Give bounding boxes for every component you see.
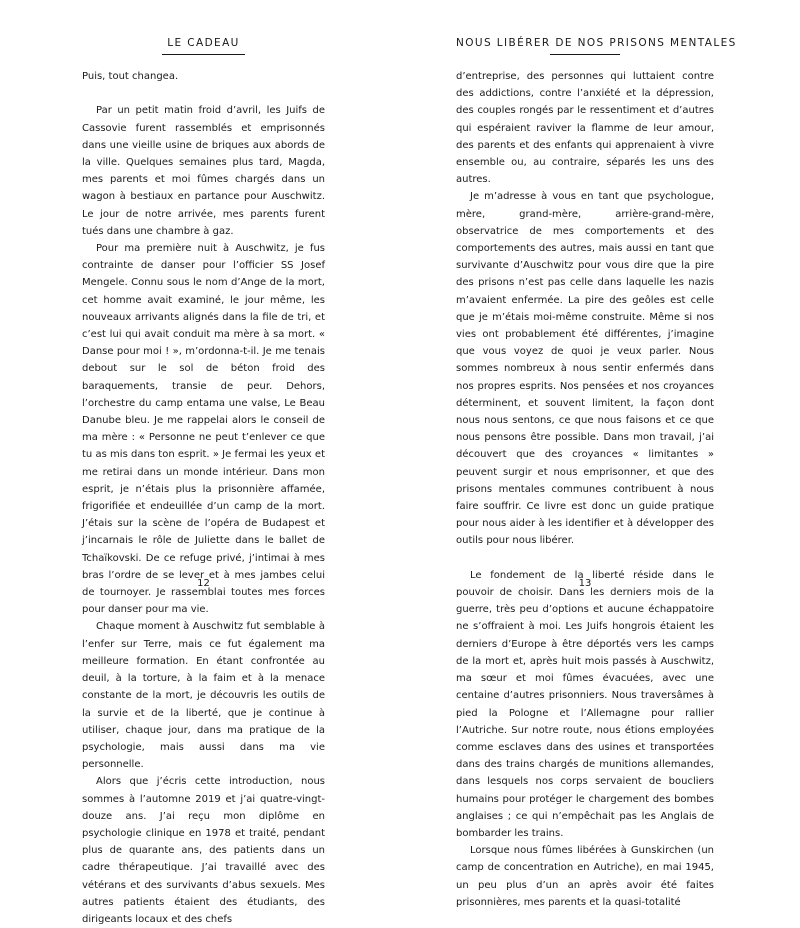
right-page — [400, 0, 800, 908]
header-rule — [550, 54, 620, 55]
paragraph: d’entreprise, des personnes qui luttaient contre des addictions, contre l’anxiété et la dépression, des couples rongés par le ressentiment et d’autres qui espéraient raviver la flamme de leur amour, des parents et des enfants qui apprenaient à vivre ensemble ou, au contraire, séparés les uns des autres. — [456, 71, 714, 186]
paragraph: Alors que j’écris cette introduction, nous sommes à l’automne 2019 et j’ai quatre-vingt-douze ans. J’ai reçu mon diplôme en psychologie clinique en 1978 et traité, pendant plus de quarante ans, des patients dans un cadre thérapeutique. J’ai travaillé avec des vétérans et des survivants d’abus sexuels. Mes autres patients étaient des étudiants, des dirigeants locaux et des chefs — [82, 776, 325, 925]
paragraph: Lorsque nous fûmes libérées à Gunskirchen (un camp de concentration en Autriche), en mai 1945, un peu plus d’un an après avoir été faites prisonnières, mes parents et la quasi-totalité — [456, 845, 714, 908]
page-number: 13 — [578, 578, 592, 589]
paragraph: Puis, tout changea. — [82, 71, 179, 82]
paragraph: Le fondement de la liberté réside dans le pouvoir de choisir. Dans les derniers mois de la guerre, très peu d’options et aucune échappatoire ne s’offraient à moi. Les Juifs hongrois étaient les derniers d’Europe à être déportés vers les camps de la mort et, après huit mois passés à Auschwitz, ma sœur et moi fûmes évacuées, avec une centaine d’autres prisonniers. Nous traversâmes à pied la Pologne et l’Allemagne pour rallier l’Autriche. Sur notre route, nous étions employées comme esclaves dans des usines et transportées dans des trains chargés de munitions allemandes, dans lesquels nos corps servaient de boucliers humains pour protéger le chargement des bombes anglaises ; ce qui n’empêchait pas les Anglais de bombarder les trains. — [456, 569, 714, 839]
page-body — [82, 68, 325, 928]
paragraph: Chaque moment à Auschwitz fut semblable à l’enfer sur Terre, mais ce fut également ma meilleure formation. En étant confrontée au deuil, à la torture, à la faim et à la menace constante de la mort, je découvris les outils de la survie et de la liberté, que je continue à utiliser, chaque jour, dans ma pratique de la psychologie, mais aussi dans ma vie personnelle. — [82, 621, 325, 771]
header-rule — [162, 54, 245, 55]
paragraph: Je m’adresse à vous en tant que psychologue, mère, grand-mère, arrière-grand-mère, observatrice de mes comportements et des comportements des autres, mais aussi en tant que survivante d’Auschwitz pour vous dire que la pire des prisons n’est pas celle dans laquelle les nazis m’avaient enfermée. La pire des geôles est celle que je m’étais moi-même construite. Même si nos vies ont probablement été différentes, j’imagine que vous voyez de quoi je veux parler. Nous sommes nombreux à nous sentir enfermés dans nos propres esprits. Nos pensées et nos croyances déterminent, et souvent limitent, la façon dont nous nous sentons, ce que nous faisons et ce que nous pensons être possible. Dans mon travail, j’ai découvert que des croyances « limitantes » peuvent surgir et nous emprisonner, et que des prisons mentales communes contribuent à nous faire souffrir. Ce livre est donc un guide pratique pour nous aider à les identifier et à développer des outils pour nous libérer. — [456, 191, 714, 547]
running-head: NOUS LIBÉRER DE NOS PRISONS MENTALES — [456, 37, 737, 49]
paragraph: Par un petit matin froid d’avril, les Juifs de Cassovie furent rassemblés et emprisonnés dans une vieille usine de briques aux abords de la ville. Quelques semaines plus tard, Magda, mes parents et moi fûmes chargés dans un wagon à bestiaux en partance pour Auschwitz. Le jour de notre arrivée, mes parents furent tués dans une chambre à gaz. — [82, 105, 325, 237]
left-page — [0, 0, 400, 925]
paragraph: Pour ma première nuit à Auschwitz, je fus contrainte de danser pour l’officier SS Josef Mengele. Connu sous le nom d’Ange de la mort, cet homme avait examiné, le jour même, les nouveaux arrivants alignés dans la file de tri, et c’est lui qui avait conduit ma mère à sa mort. « Danse pour moi ! », m’ordonna-t-il. Je me tenais debout sur le sol de béton froid des baraquements, transie de peur. Dehors, l’orchestre du camp entama une valse, Le Beau Danube bleu. Je me rappelai alors le conseil de ma mère : « Personne ne peut t’enlever ce que tu as mis dans ton esprit. » Je fermai les yeux et me retirai dans un monde intérieur. Dans mon esprit, je n’étais plus la prisonnière affamée, frigorifiée et endeuillée d’un camp de la mort. J’étais sur la scène de l’opéra de Budapest et j’incarnais le rôle de Juliette dans le ballet de Tchaïkovski. De ce refuge privé, j’intimai à mes bras l’ordre de se lever et à mes jambes celui de tournoyer. Je rassemblai toutes mes forces pour danser pour ma vie. — [82, 243, 325, 616]
page-number: 12 — [197, 578, 210, 589]
running-head: LE CADEAU — [167, 37, 240, 49]
page-body — [456, 68, 714, 911]
